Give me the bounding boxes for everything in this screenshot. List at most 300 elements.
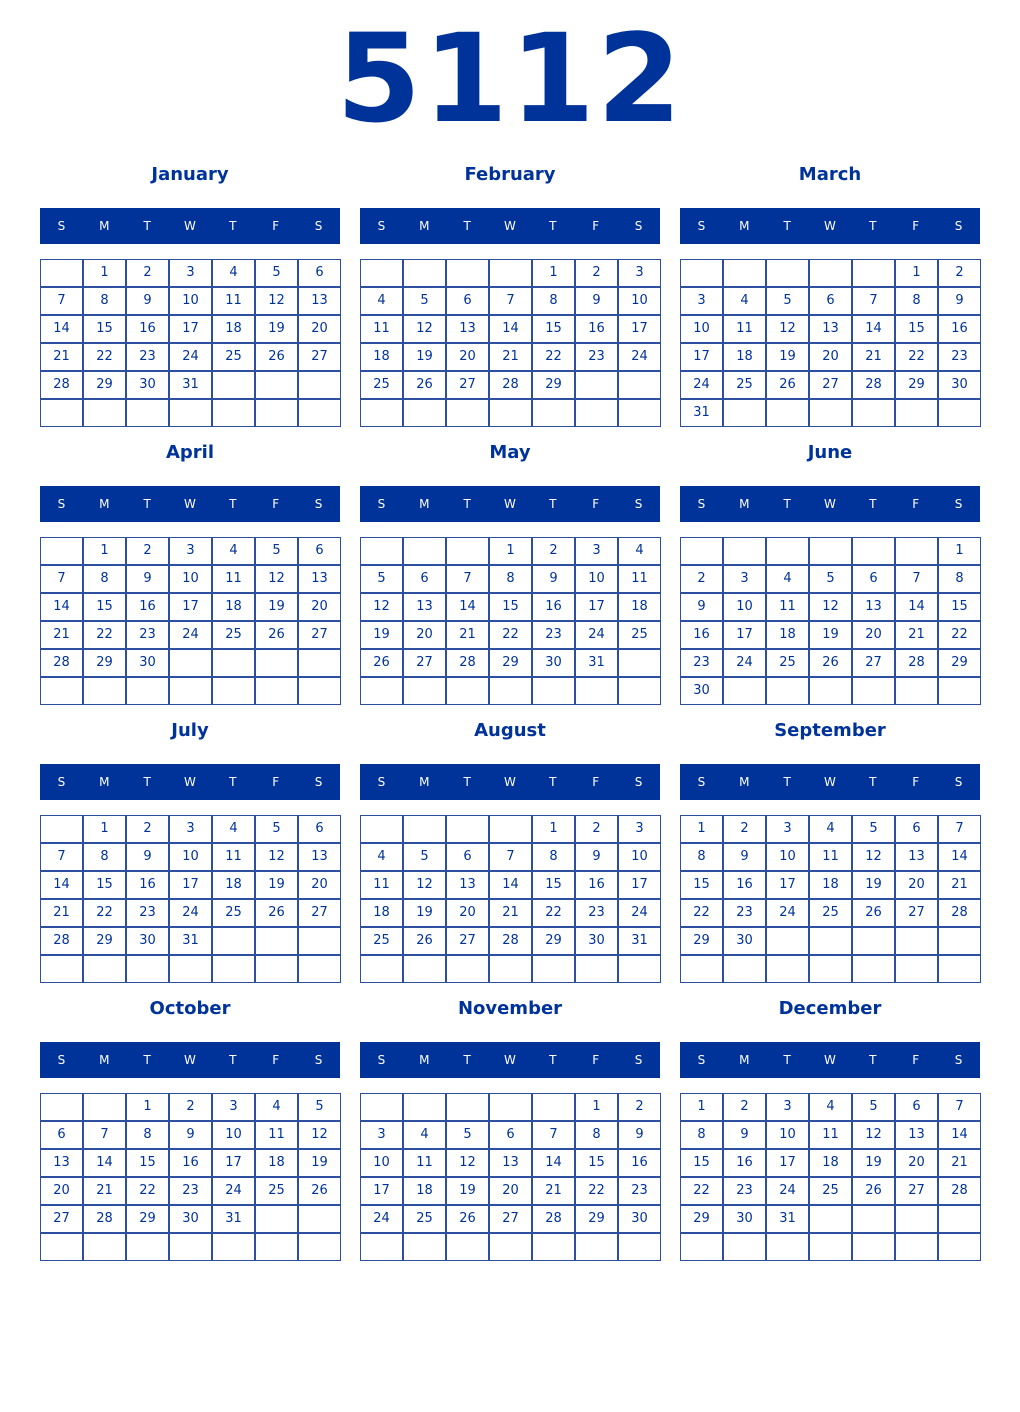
weekday-label: T (143, 775, 151, 789)
day-cell: 7 (489, 287, 532, 315)
day-cell: 26 (360, 649, 403, 677)
empty-day-cell (255, 927, 298, 955)
weekday-label: F (912, 497, 920, 511)
day-cell: 19 (255, 593, 298, 621)
day-cell: 2 (938, 259, 981, 287)
empty-day-cell (298, 399, 341, 427)
day-cell: 5 (403, 843, 446, 871)
day-cell: 14 (83, 1149, 126, 1177)
day-cell: 15 (489, 593, 532, 621)
day-cell: 9 (532, 565, 575, 593)
day-cell: 27 (895, 1177, 938, 1205)
day-cell: 18 (809, 1149, 852, 1177)
weekday-header (40, 208, 340, 244)
weekday-label: T (783, 497, 791, 511)
day-cell: 23 (723, 899, 766, 927)
weekday-label: S (954, 497, 963, 511)
day-cell: 6 (809, 287, 852, 315)
day-cell: 24 (169, 621, 212, 649)
day-cell: 12 (255, 287, 298, 315)
day-cell: 23 (532, 621, 575, 649)
day-cell: 4 (360, 287, 403, 315)
day-cell: 20 (40, 1177, 83, 1205)
empty-day-cell (298, 1205, 341, 1233)
day-cell: 3 (169, 537, 212, 565)
empty-day-cell (618, 649, 661, 677)
day-cell: 28 (938, 1177, 981, 1205)
day-cell: 13 (446, 315, 489, 343)
day-cell: 24 (212, 1177, 255, 1205)
day-cell: 29 (532, 371, 575, 399)
day-cell: 27 (489, 1205, 532, 1233)
day-cell: 8 (532, 843, 575, 871)
empty-day-cell (723, 399, 766, 427)
day-cell: 17 (766, 1149, 809, 1177)
day-cell: 10 (169, 843, 212, 871)
day-cell: 21 (938, 1149, 981, 1177)
day-cell: 5 (446, 1121, 489, 1149)
day-cell: 12 (255, 565, 298, 593)
empty-day-cell (255, 1205, 298, 1233)
empty-day-cell (212, 1233, 255, 1261)
weekday-label: F (592, 775, 600, 789)
empty-day-cell (489, 1233, 532, 1261)
weekday-label: F (592, 219, 600, 233)
day-cell: 29 (83, 371, 126, 399)
day-cell: 20 (446, 899, 489, 927)
empty-day-cell (532, 1233, 575, 1261)
day-cell: 21 (40, 621, 83, 649)
day-cell: 10 (212, 1121, 255, 1149)
empty-day-cell (809, 259, 852, 287)
empty-day-cell (40, 955, 83, 983)
empty-day-cell (895, 537, 938, 565)
day-cell: 12 (360, 593, 403, 621)
day-cell: 8 (680, 1121, 723, 1149)
month-title: December (778, 998, 882, 1019)
day-cell: 3 (212, 1093, 255, 1121)
weekday-label: S (697, 497, 706, 511)
day-cell: 10 (680, 315, 723, 343)
day-cell: 9 (126, 287, 169, 315)
day-cell: 17 (618, 315, 661, 343)
empty-day-cell (212, 649, 255, 677)
empty-day-cell (852, 927, 895, 955)
weekday-label: S (954, 775, 963, 789)
day-grid (40, 1093, 341, 1262)
day-cell: 6 (852, 565, 895, 593)
empty-day-cell (852, 1233, 895, 1261)
weekday-label: W (824, 1053, 836, 1067)
day-cell: 25 (809, 899, 852, 927)
weekday-label: S (57, 775, 66, 789)
day-cell: 19 (298, 1149, 341, 1177)
day-cell: 21 (895, 621, 938, 649)
day-cell: 16 (575, 315, 618, 343)
day-cell: 10 (169, 287, 212, 315)
empty-day-cell (809, 399, 852, 427)
day-cell: 24 (169, 899, 212, 927)
day-cell: 20 (298, 593, 341, 621)
day-cell: 28 (40, 371, 83, 399)
empty-day-cell (618, 955, 661, 983)
day-cell: 15 (938, 593, 981, 621)
day-cell: 14 (938, 1121, 981, 1149)
day-cell: 22 (895, 343, 938, 371)
empty-day-cell (532, 1093, 575, 1121)
empty-day-cell (532, 955, 575, 983)
empty-day-cell (360, 815, 403, 843)
day-cell: 16 (723, 871, 766, 899)
empty-day-cell (255, 649, 298, 677)
day-cell: 30 (938, 371, 981, 399)
day-cell: 31 (680, 399, 723, 427)
empty-day-cell (255, 677, 298, 705)
weekday-label: T (143, 1053, 151, 1067)
day-cell: 29 (938, 649, 981, 677)
day-cell: 20 (298, 871, 341, 899)
empty-day-cell (446, 1093, 489, 1121)
empty-day-cell (446, 815, 489, 843)
day-cell: 23 (169, 1177, 212, 1205)
weekday-label: M (419, 1053, 430, 1067)
day-cell: 16 (126, 593, 169, 621)
empty-day-cell (446, 677, 489, 705)
day-cell: 18 (766, 621, 809, 649)
day-cell: 21 (83, 1177, 126, 1205)
day-cell: 20 (489, 1177, 532, 1205)
weekday-label: F (592, 1053, 600, 1067)
day-cell: 17 (169, 315, 212, 343)
day-cell: 25 (618, 621, 661, 649)
weekday-label: M (419, 219, 430, 233)
empty-day-cell (126, 399, 169, 427)
day-cell: 18 (723, 343, 766, 371)
day-cell: 11 (360, 871, 403, 899)
day-cell: 12 (255, 843, 298, 871)
day-cell: 18 (618, 593, 661, 621)
day-cell: 6 (446, 843, 489, 871)
empty-day-cell (489, 955, 532, 983)
day-cell: 15 (895, 315, 938, 343)
day-cell: 24 (766, 1177, 809, 1205)
day-cell: 26 (255, 899, 298, 927)
empty-day-cell (680, 259, 723, 287)
day-cell: 30 (723, 927, 766, 955)
day-cell: 25 (360, 927, 403, 955)
empty-day-cell (766, 955, 809, 983)
empty-day-cell (852, 537, 895, 565)
empty-day-cell (126, 955, 169, 983)
day-cell: 7 (489, 843, 532, 871)
empty-day-cell (532, 677, 575, 705)
day-cell: 31 (169, 371, 212, 399)
empty-day-cell (575, 371, 618, 399)
day-cell: 11 (255, 1121, 298, 1149)
day-cell: 27 (446, 371, 489, 399)
day-grid (360, 537, 661, 706)
empty-day-cell (575, 399, 618, 427)
day-cell: 5 (255, 815, 298, 843)
day-cell: 12 (809, 593, 852, 621)
day-grid (680, 1093, 981, 1262)
day-cell: 21 (938, 871, 981, 899)
empty-day-cell (766, 677, 809, 705)
empty-day-cell (895, 927, 938, 955)
empty-day-cell (938, 927, 981, 955)
day-cell: 8 (895, 287, 938, 315)
empty-day-cell (895, 1205, 938, 1233)
day-cell: 31 (212, 1205, 255, 1233)
day-cell: 5 (255, 537, 298, 565)
empty-day-cell (489, 399, 532, 427)
day-cell: 15 (680, 871, 723, 899)
day-cell: 29 (680, 1205, 723, 1233)
weekday-label: W (504, 497, 516, 511)
day-cell: 15 (83, 593, 126, 621)
weekday-label: S (57, 497, 66, 511)
day-cell: 3 (618, 259, 661, 287)
day-cell: 13 (809, 315, 852, 343)
weekday-header (680, 486, 980, 522)
empty-day-cell (446, 1233, 489, 1261)
day-cell: 8 (83, 843, 126, 871)
day-grid (360, 1093, 661, 1262)
day-cell: 6 (895, 1093, 938, 1121)
day-cell: 13 (446, 871, 489, 899)
day-cell: 6 (40, 1121, 83, 1149)
day-cell: 23 (126, 899, 169, 927)
day-cell: 30 (532, 649, 575, 677)
day-cell: 13 (403, 593, 446, 621)
empty-day-cell (360, 1093, 403, 1121)
day-cell: 3 (766, 1093, 809, 1121)
day-cell: 15 (126, 1149, 169, 1177)
weekday-label: S (377, 1053, 386, 1067)
day-cell: 3 (575, 537, 618, 565)
day-cell: 19 (766, 343, 809, 371)
day-cell: 22 (489, 621, 532, 649)
weekday-label: W (184, 775, 196, 789)
day-cell: 2 (723, 815, 766, 843)
day-cell: 29 (680, 927, 723, 955)
empty-day-cell (403, 955, 446, 983)
day-cell: 30 (126, 649, 169, 677)
day-cell: 29 (575, 1205, 618, 1233)
day-cell: 29 (895, 371, 938, 399)
day-cell: 6 (895, 815, 938, 843)
day-cell: 10 (618, 287, 661, 315)
day-grid (40, 259, 341, 428)
day-cell: 4 (212, 815, 255, 843)
day-cell: 30 (723, 1205, 766, 1233)
day-cell: 19 (403, 343, 446, 371)
day-cell: 3 (618, 815, 661, 843)
month-title: June (807, 442, 853, 463)
weekday-label: T (783, 1053, 791, 1067)
day-cell: 22 (126, 1177, 169, 1205)
day-cell: 28 (489, 371, 532, 399)
day-cell: 17 (766, 871, 809, 899)
day-cell: 11 (809, 843, 852, 871)
day-cell: 22 (83, 899, 126, 927)
day-cell: 14 (40, 315, 83, 343)
day-cell: 2 (618, 1093, 661, 1121)
day-cell: 23 (126, 343, 169, 371)
day-cell: 2 (680, 565, 723, 593)
day-cell: 27 (895, 899, 938, 927)
weekday-label: W (504, 1053, 516, 1067)
day-cell: 26 (852, 1177, 895, 1205)
empty-day-cell (83, 955, 126, 983)
day-cell: 31 (618, 927, 661, 955)
empty-day-cell (169, 1233, 212, 1261)
empty-day-cell (169, 399, 212, 427)
day-cell: 8 (575, 1121, 618, 1149)
day-cell: 23 (680, 649, 723, 677)
empty-day-cell (255, 955, 298, 983)
day-cell: 25 (403, 1205, 446, 1233)
weekday-label: W (504, 775, 516, 789)
day-cell: 11 (618, 565, 661, 593)
weekday-label: T (549, 775, 557, 789)
weekday-label: S (377, 775, 386, 789)
weekday-label: M (739, 497, 750, 511)
weekday-label: T (463, 775, 471, 789)
day-cell: 19 (852, 871, 895, 899)
empty-day-cell (255, 1233, 298, 1261)
day-cell: 21 (852, 343, 895, 371)
day-cell: 7 (40, 843, 83, 871)
day-cell: 14 (40, 593, 83, 621)
day-cell: 23 (938, 343, 981, 371)
day-cell: 11 (212, 565, 255, 593)
day-cell: 15 (532, 315, 575, 343)
day-cell: 16 (723, 1149, 766, 1177)
day-cell: 7 (938, 1093, 981, 1121)
day-cell: 15 (680, 1149, 723, 1177)
day-cell: 4 (212, 259, 255, 287)
month-title: February (464, 164, 556, 185)
month-title: August (474, 720, 546, 741)
day-cell: 30 (126, 927, 169, 955)
day-cell: 10 (169, 565, 212, 593)
day-cell: 22 (938, 621, 981, 649)
empty-day-cell (809, 537, 852, 565)
day-cell: 9 (126, 843, 169, 871)
weekday-label: T (549, 219, 557, 233)
day-cell: 30 (618, 1205, 661, 1233)
day-cell: 2 (575, 815, 618, 843)
day-cell: 26 (403, 927, 446, 955)
day-cell: 6 (298, 537, 341, 565)
day-cell: 20 (852, 621, 895, 649)
day-cell: 16 (126, 871, 169, 899)
empty-day-cell (360, 259, 403, 287)
weekday-label: T (869, 1053, 877, 1067)
day-cell: 5 (255, 259, 298, 287)
day-cell: 27 (403, 649, 446, 677)
empty-day-cell (169, 649, 212, 677)
weekday-label: S (634, 775, 643, 789)
weekday-label: S (954, 219, 963, 233)
weekday-label: S (377, 497, 386, 511)
day-cell: 18 (360, 343, 403, 371)
day-cell: 19 (403, 899, 446, 927)
day-cell: 24 (360, 1205, 403, 1233)
day-cell: 14 (938, 843, 981, 871)
weekday-label: S (57, 219, 66, 233)
day-cell: 2 (126, 815, 169, 843)
day-cell: 9 (126, 565, 169, 593)
weekday-label: T (143, 497, 151, 511)
day-cell: 4 (618, 537, 661, 565)
weekday-label: T (463, 497, 471, 511)
month-title: May (489, 442, 531, 463)
empty-day-cell (680, 1233, 723, 1261)
empty-day-cell (403, 259, 446, 287)
weekday-label: M (419, 497, 430, 511)
weekday-label: S (314, 775, 323, 789)
empty-day-cell (83, 1233, 126, 1261)
weekday-label: T (549, 1053, 557, 1067)
day-cell: 1 (575, 1093, 618, 1121)
empty-day-cell (212, 927, 255, 955)
empty-day-cell (212, 955, 255, 983)
day-cell: 20 (298, 315, 341, 343)
day-cell: 17 (169, 871, 212, 899)
day-cell: 9 (680, 593, 723, 621)
day-cell: 30 (169, 1205, 212, 1233)
weekday-label: S (57, 1053, 66, 1067)
empty-day-cell (298, 371, 341, 399)
day-cell: 12 (403, 871, 446, 899)
day-cell: 7 (938, 815, 981, 843)
day-cell: 20 (403, 621, 446, 649)
day-cell: 17 (212, 1149, 255, 1177)
day-cell: 15 (575, 1149, 618, 1177)
empty-day-cell (446, 399, 489, 427)
day-cell: 4 (360, 843, 403, 871)
day-cell: 25 (212, 899, 255, 927)
weekday-label: M (419, 775, 430, 789)
day-cell: 14 (895, 593, 938, 621)
day-cell: 10 (766, 843, 809, 871)
day-cell: 17 (618, 871, 661, 899)
day-cell: 12 (446, 1149, 489, 1177)
weekday-label: W (504, 219, 516, 233)
empty-day-cell (895, 677, 938, 705)
weekday-header (360, 486, 660, 522)
day-cell: 10 (618, 843, 661, 871)
empty-day-cell (298, 927, 341, 955)
empty-day-cell (360, 399, 403, 427)
empty-day-cell (40, 399, 83, 427)
day-cell: 30 (680, 677, 723, 705)
day-cell: 1 (895, 259, 938, 287)
day-cell: 5 (809, 565, 852, 593)
day-cell: 29 (532, 927, 575, 955)
day-grid (680, 815, 981, 984)
empty-day-cell (255, 371, 298, 399)
empty-day-cell (895, 399, 938, 427)
weekday-label: T (229, 219, 237, 233)
empty-day-cell (809, 955, 852, 983)
day-cell: 13 (298, 287, 341, 315)
empty-day-cell (212, 677, 255, 705)
empty-day-cell (575, 955, 618, 983)
day-cell: 11 (212, 287, 255, 315)
